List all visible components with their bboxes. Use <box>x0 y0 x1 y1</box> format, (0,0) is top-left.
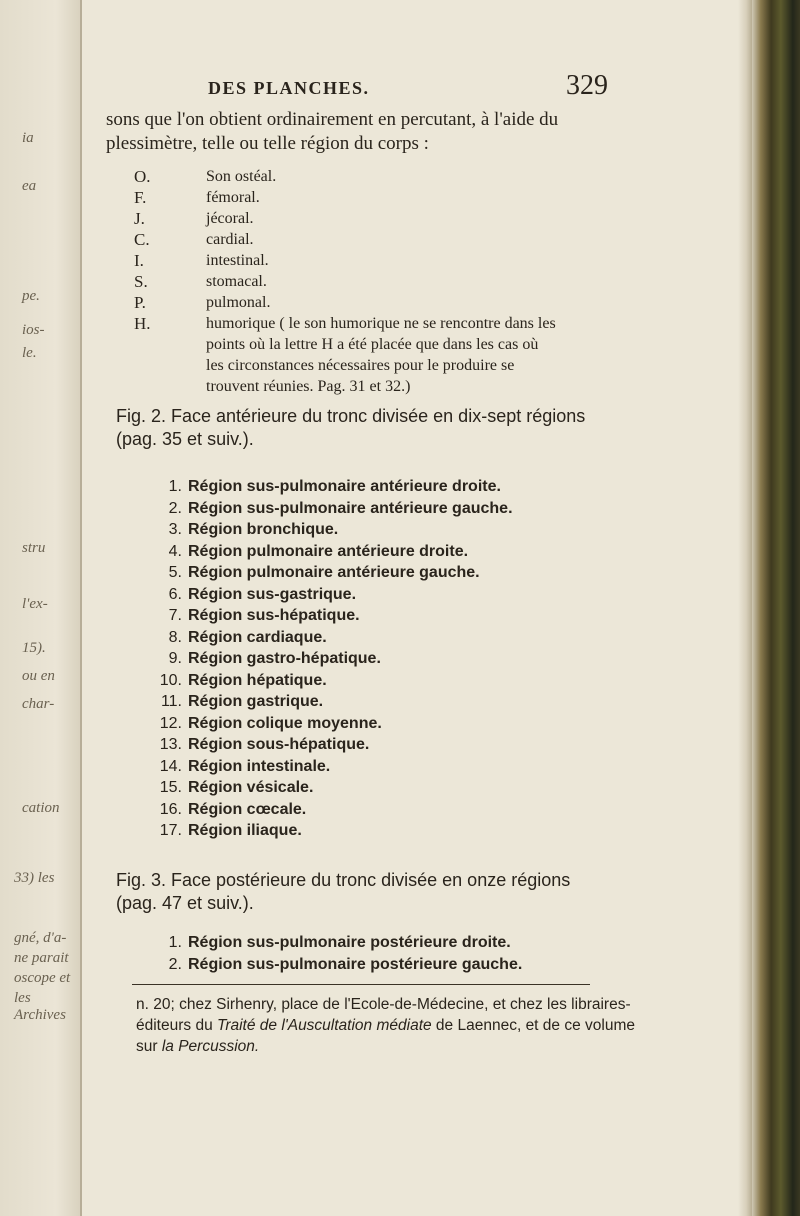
region-list-item <box>156 799 716 821</box>
gutter-fragment: l'ex- <box>22 596 48 612</box>
definition-value: trouvent réunies. Pag. 31 et 32.) <box>206 378 411 395</box>
region-number: 15. <box>159 779 182 796</box>
region-name: Région sus-pulmonaire antérieure droite. <box>188 478 501 495</box>
left-gutter-previous-page <box>0 0 82 1216</box>
definition-value: humorique ( le son humorique ne se rencontre dans les <box>206 315 556 332</box>
gutter-fragment: stru <box>22 540 46 556</box>
region-number: 2. <box>168 955 182 973</box>
region-list-item <box>156 498 716 520</box>
gutter-fragment: char- <box>22 696 55 712</box>
region-list-item <box>156 932 716 954</box>
region-list-item <box>156 562 716 584</box>
definition-value: points où la lettre H a été placée que dans les cas où <box>206 336 539 353</box>
definition-key <box>134 376 206 397</box>
footnote-line: n. 20; chez Sirhenry, place de l'Ecole-de-Médecine, et chez les libraires- <box>136 996 631 1013</box>
intro-line: sons que l'on obtient ordinairement en percutant, à l'aide du <box>106 109 559 130</box>
fig3-regions-list <box>156 932 716 975</box>
region-name: Région cœcale. <box>188 800 307 818</box>
definition-value: fémoral. <box>206 189 260 206</box>
region-name: Région bronchique. <box>188 521 339 538</box>
region-list-item <box>156 777 716 799</box>
definition-value: jécoral. <box>206 210 254 227</box>
region-number: 14. <box>159 757 182 775</box>
definition-key: I. <box>134 251 144 270</box>
gutter-fragment: cation <box>22 800 60 816</box>
region-name: Région hépatique. <box>188 671 327 689</box>
region-list-item <box>156 648 716 670</box>
region-number: 16. <box>159 800 182 818</box>
fig3-caption-line: (pag. 47 et suiv.). <box>116 893 254 913</box>
definition-row <box>134 250 734 271</box>
gutter-fragment: ne parait <box>14 950 69 966</box>
region-number: 6. <box>168 585 182 603</box>
footnote-line <box>136 1036 736 1057</box>
region-name: Région vésicale. <box>188 779 314 796</box>
definition-row <box>134 292 734 313</box>
gutter-fragment: 33) les <box>14 870 55 886</box>
region-number: 1. <box>168 478 182 495</box>
footnote-line <box>136 1015 736 1036</box>
gutter-fragment: les Archives <box>14 990 66 1023</box>
fig2-caption-line: Fig. 2. Face antérieure du tronc divisée en dix-sept régions <box>116 406 586 426</box>
region-list-item <box>156 734 716 756</box>
fig2-caption-line: (pag. 35 et suiv.). <box>116 429 254 449</box>
definition-key <box>134 355 206 376</box>
fig3-caption <box>116 869 736 915</box>
definition-row <box>134 229 734 250</box>
region-number: 1. <box>168 934 182 951</box>
gutter-fragment: ou en <box>22 668 55 684</box>
definition-key: J. <box>134 209 145 228</box>
region-name: Région sus-pulmonaire postérieure gauche. <box>188 955 523 973</box>
gutter-fragment: ea <box>22 178 37 194</box>
footnote-rule <box>132 984 590 985</box>
definition-value: les circonstances nécessaires pour le produire se <box>206 357 515 374</box>
region-name: Région sus-pulmonaire antérieure gauche. <box>188 499 513 517</box>
region-list-item <box>156 627 716 649</box>
region-name: Région colique moyenne. <box>188 714 382 732</box>
definition-key: H. <box>134 314 151 333</box>
region-name: Région gastro-hépatique. <box>188 650 381 667</box>
region-list-item <box>156 691 716 713</box>
gutter-fragment: 15). <box>22 640 46 656</box>
region-list-item <box>156 713 716 735</box>
region-number: 9. <box>168 650 182 667</box>
region-name: Région sus-pulmonaire postérieure droite. <box>188 934 511 951</box>
gutter-fragment: pe. <box>22 288 40 304</box>
region-list-item <box>156 820 716 842</box>
region-list-item <box>156 954 716 976</box>
definition-value: cardial. <box>206 231 254 248</box>
book-binding <box>752 0 800 1216</box>
definition-value: Son ostéal. <box>206 168 277 185</box>
region-name: Région intestinale. <box>188 757 331 775</box>
definition-key: S. <box>134 272 148 291</box>
region-number: 11. <box>160 693 182 710</box>
running-head-title: DES PLANCHES. <box>208 78 370 98</box>
definition-row <box>134 187 734 208</box>
fig2-regions-list <box>156 476 716 842</box>
running-head <box>86 70 736 104</box>
page-number: 329 <box>566 70 608 101</box>
definition-row <box>134 271 734 292</box>
region-number: 17. <box>159 822 182 839</box>
definition-row <box>134 166 734 187</box>
definition-row <box>134 355 734 376</box>
fig2-caption <box>116 405 736 451</box>
gutter-fragment: ios- <box>22 322 45 338</box>
gutter-fragment: gné, d'a- <box>14 930 67 946</box>
region-number: 4. <box>168 542 182 560</box>
definition-key: F. <box>134 188 147 207</box>
region-list-item <box>156 476 716 498</box>
region-number: 13. <box>159 736 182 753</box>
footnote-text: de Laennec, et de ce volume <box>431 1017 635 1034</box>
gutter-fragment: ia <box>22 130 34 146</box>
definition-row <box>134 313 734 334</box>
footnote-text: éditeurs du <box>136 1017 217 1034</box>
definition-row <box>134 334 734 355</box>
footnote <box>136 994 736 1057</box>
region-list-item <box>156 670 716 692</box>
region-list-item <box>156 541 716 563</box>
book-title: la Percussion. <box>161 1038 260 1055</box>
intro-line: plessimètre, telle ou telle région du corps : <box>106 133 429 154</box>
region-list-item <box>156 584 716 606</box>
region-number: 2. <box>168 499 182 517</box>
region-name: Région iliaque. <box>188 822 302 839</box>
page-edge-shadow <box>738 0 752 1216</box>
definition-row <box>134 376 734 397</box>
gutter-fragment: le. <box>22 345 37 361</box>
region-name: Région cardiaque. <box>188 628 327 646</box>
region-name: Région pulmonaire antérieure gauche. <box>188 564 480 581</box>
definition-key: P. <box>134 293 146 312</box>
region-name: Région gastrique. <box>188 693 324 710</box>
region-name: Région sus-hépatique. <box>188 607 360 624</box>
region-number: 8. <box>168 628 182 646</box>
region-number: 7. <box>168 607 182 624</box>
definition-row <box>134 208 734 229</box>
region-number: 10. <box>159 671 182 689</box>
intro-paragraph <box>106 108 736 156</box>
definition-key: C. <box>134 230 150 249</box>
region-list-item <box>156 756 716 778</box>
region-name: Région pulmonaire antérieure droite. <box>188 542 469 560</box>
gutter-fragment: oscope et <box>14 970 71 986</box>
region-number: 12. <box>159 714 182 732</box>
footnote-text: sur <box>136 1038 162 1055</box>
definition-value: intestinal. <box>206 252 269 269</box>
fig3-caption-line: Fig. 3. Face postérieure du tronc divisée en onze régions <box>116 870 571 890</box>
page <box>86 0 736 1216</box>
definition-key <box>134 334 206 355</box>
region-list-item <box>156 605 716 627</box>
region-name: Région sous-hépatique. <box>188 736 370 753</box>
sound-definitions-list <box>134 166 734 397</box>
region-list-item <box>156 519 716 541</box>
definition-key: O. <box>134 167 151 186</box>
definition-value: pulmonal. <box>206 294 271 311</box>
region-name: Région sus-gastrique. <box>188 585 357 603</box>
region-number: 5. <box>168 564 182 581</box>
definition-value: stomacal. <box>206 273 267 290</box>
book-title: Traité de l'Auscultation médiate <box>217 1017 432 1034</box>
region-number: 3. <box>168 521 182 538</box>
